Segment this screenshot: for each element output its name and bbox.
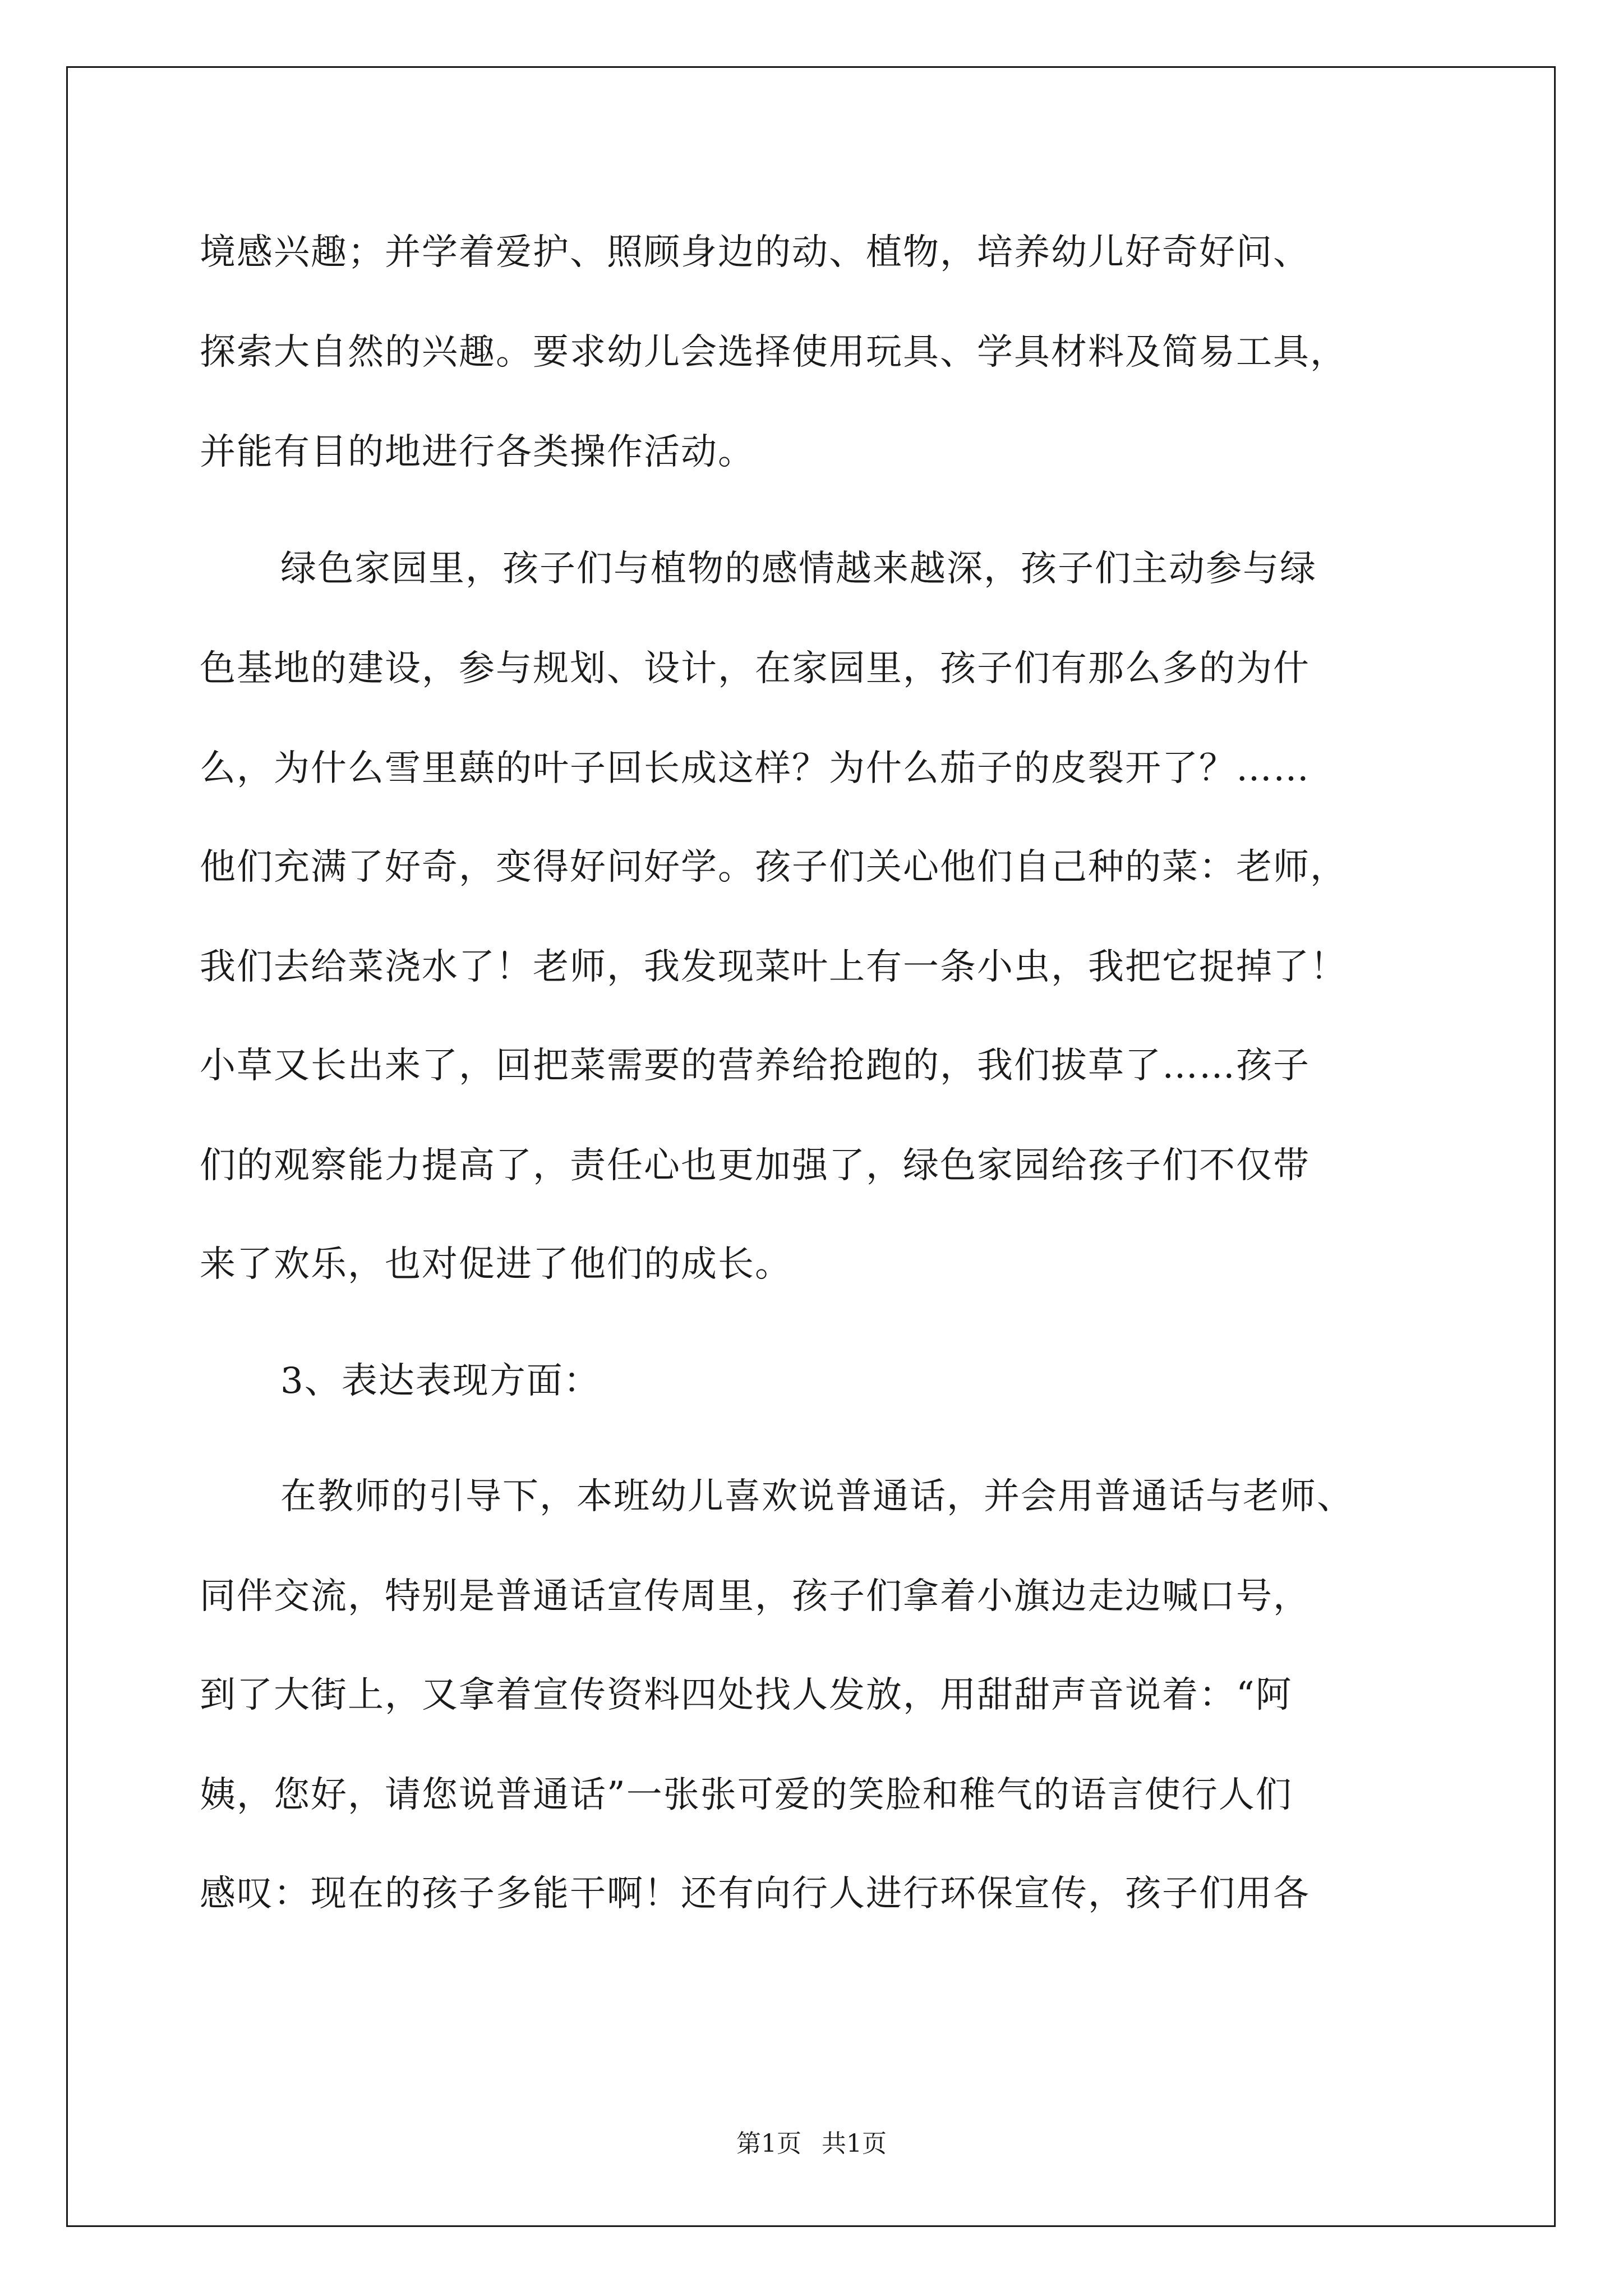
text-line: 绿色家园里，孩子们与植物的感情越来越深，孩子们主动参与绿 bbox=[280, 548, 1317, 590]
section-heading: 3、表达表现方面： bbox=[280, 1360, 601, 1402]
text-line: 来了欢乐，也对促进了他们的成长。 bbox=[200, 1244, 792, 1285]
page-footer bbox=[0, 2129, 1623, 2158]
text-line: 在教师的引导下，本班幼儿喜欢说普通话，并会用普通话与老师、 bbox=[280, 1476, 1354, 1517]
text-line: 小草又长出来了，回把菜需要的营养给抢跑的，我们拔草了……孩子 bbox=[200, 1045, 1310, 1087]
text-line: 探索大自然的兴趣。要求幼儿会选择使用玩具、学具材料及简易工具， bbox=[200, 332, 1347, 373]
text-line: 感叹：现在的孩子多能干啊！还有向行人进行环保宣传，孩子们用各 bbox=[200, 1873, 1310, 1915]
text-line: 我们去给菜浇水了！老师，我发现菜叶上有一条小虫，我把它捉掉了！ bbox=[200, 946, 1347, 988]
page-total: 共1页 bbox=[822, 2129, 887, 2158]
text-line: 境感兴趣；并学着爱护、照顾身边的动、植物，培养幼儿好奇好问、 bbox=[200, 232, 1310, 273]
text-line: 到了大街上，又拿着宣传资料四处找人发放，用甜甜声音说着：“阿 bbox=[200, 1674, 1293, 1716]
text-line: 色基地的建设，参与规划、设计，在家园里，孩子们有那么多的为什 bbox=[200, 648, 1310, 689]
text-line: 并能有目的地进行各类操作活动。 bbox=[200, 431, 755, 473]
text-line: 姨，您好，请您说普通话”一张张可爱的笑脸和稚气的语言使行人们 bbox=[200, 1774, 1293, 1816]
text-line: 们的观察能力提高了，责任心也更加强了，绿色家园给孩子们不仅带 bbox=[200, 1145, 1310, 1186]
page-number: 第1页 bbox=[736, 2129, 801, 2158]
text-line: 么，为什么雪里蕻的叶子回长成这样？为什么茄子的皮裂开了？…… bbox=[200, 748, 1310, 789]
text-line: 同伴交流，特别是普通话宣传周里，孩子们拿着小旗边走边喊口号， bbox=[200, 1576, 1310, 1617]
text-line: 他们充满了好奇，变得好问好学。孩子们关心他们自己种的菜：老师， bbox=[200, 846, 1347, 888]
